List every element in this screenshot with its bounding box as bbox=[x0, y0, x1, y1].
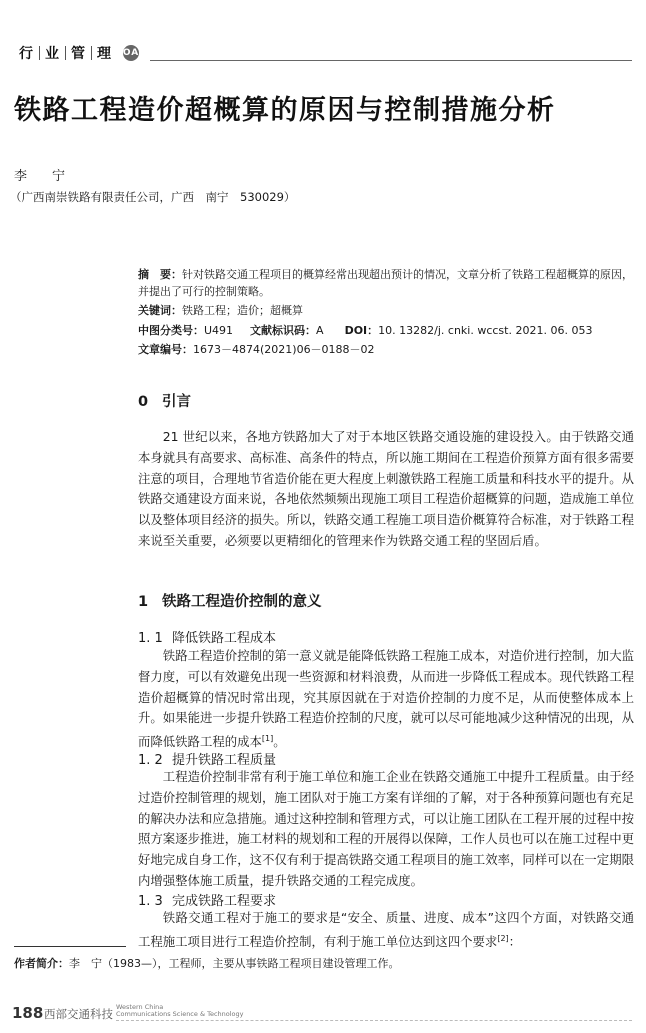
section-number: 1 bbox=[138, 594, 149, 610]
section-heading-1 bbox=[138, 590, 322, 611]
paragraph-text: 铁路交通工程对于施工的要求是“安全、质量、进度、成本”这四个方面，对铁路交通工程施工项目进行工程造价控制，有利于施工单位达到这四个要求 bbox=[138, 910, 634, 949]
subsection-number: 1. 2 bbox=[138, 753, 163, 768]
abstract-label: 摘 要： bbox=[138, 268, 182, 281]
subsection-heading-1-1 bbox=[138, 627, 276, 646]
paragraph-1-1: 铁路工程造价控制的第一意义就是能降低铁路工程施工成本，对造价进行控制，加大监督力度，可以有效避免出现一些资源和材料浪费，从而进一步降低工程成本。现代铁路工程造价超概算的情况时常出现，究其原因就在于对造价控制的力度不足，从而使整体成本上升。如果能进一步提升铁路工程造价控制的尺度，就可以尽可能地减少这种情况的出现，从而降低铁路工程的成本[1]。 bbox=[138, 648, 634, 750]
abstract-text: 针对铁路交通工程项目的概算经常出现超出预计的情况，文章分析了铁路工程超概算的原因，并提出了可行的控制策略。 bbox=[138, 268, 633, 298]
footer-rule bbox=[116, 1020, 632, 1021]
author-footnote bbox=[14, 955, 400, 971]
classification-line bbox=[138, 322, 634, 339]
section-heading-0 bbox=[138, 390, 191, 411]
author-affiliation: （广西南崇铁路有限责任公司，广西 南宁 530029） bbox=[10, 190, 296, 204]
paragraph-text: 21 世纪以来，各地方铁路加大了对于本地区铁路交通设施的建设投入。由于铁路交通本身就具有高要求、高标准、高条件的特点，所以施工期间在工程造价预算方面有很多需要注意的项目，合理地节省造价能在更大程度上刺激铁路工程施工质量和科技水平的提升。从铁路交通建设方面来说，各地依然频频出现施工项目工程造价超概算的问题，造成施工单位以及整体项目经济的损失。所以，铁路交通工程施工项目造价概算符合标准，对于铁路工程来说至关重要，必须要以更精细化的管理来作为铁路交通工程的坚固后盾。 bbox=[138, 429, 634, 548]
subsection-heading-1-2 bbox=[138, 749, 276, 768]
doc-code-value: A bbox=[316, 324, 324, 337]
subsection-title: 提升铁路工程质量 bbox=[172, 753, 277, 768]
article-title: 铁路工程造价超概算的原因与控制措施分析 bbox=[14, 95, 556, 126]
doi-value: 10. 13282/j. cnki. wccst. 2021. 06. 053 bbox=[378, 324, 593, 337]
keywords bbox=[138, 302, 634, 319]
paragraph-intro bbox=[138, 427, 634, 552]
article-number-label: 文章编号： bbox=[138, 343, 193, 356]
section-title: 铁路工程造价控制的意义 bbox=[162, 594, 322, 610]
page-number: 188 bbox=[12, 1004, 44, 1022]
section-title: 引言 bbox=[162, 394, 191, 410]
keywords-text: 铁路工程；造价；超概算 bbox=[182, 304, 303, 317]
section-number: 0 bbox=[138, 394, 149, 410]
doc-code-label: 文献标识码： bbox=[250, 324, 317, 337]
paragraph-1-3: 铁路交通工程对于施工的要求是“安全、质量、进度、成本”这四个方面，对铁路交通工程施工项目进行工程造价控制，有利于施工单位达到这四个要求[2]： bbox=[138, 910, 634, 949]
footnote-rule bbox=[14, 946, 126, 947]
paragraph-text: 工程造价控制非常有利于施工单位和施工企业在铁路交通施工中提升工程质量。由于经过造价控制管理的规划，施工团队对于施工方案有详细的了解，对于各种预算问题也有充足的解决办法和应急措施。通过这种控制和管理方式，可以让施工团队在工程开展的过程中按照方案逐步推进，施工材料的规划和工程的开展得以保障，工作人员也可以在施工过程中更好地完成自身工作，这不仅有利于提高铁路交通工程项目的施工效率，同样可以在一定期限内增强整体施工质量，提升铁路交通的工程完成度。 bbox=[138, 769, 634, 888]
abstract bbox=[138, 266, 634, 300]
paragraph-1-2 bbox=[138, 767, 634, 892]
clc-label: 中图分类号： bbox=[138, 324, 204, 337]
subsection-title: 完成铁路工程要求 bbox=[172, 894, 277, 909]
section-tag-char: 业 bbox=[45, 46, 60, 62]
citation-ref: [2] bbox=[497, 933, 509, 943]
author-name: 李 宁 bbox=[14, 169, 72, 184]
section-tag-char: 管 bbox=[71, 46, 86, 62]
footnote-text: 李 宁（1983—），工程师，主要从事铁路工程项目建设管理工作。 bbox=[69, 957, 400, 970]
section-tag bbox=[14, 43, 139, 63]
clc-value: U491 bbox=[204, 324, 234, 337]
keywords-label: 关键词： bbox=[138, 304, 182, 317]
subsection-heading-1-3 bbox=[138, 890, 276, 909]
section-tag-char: 行 bbox=[19, 46, 34, 62]
citation-ref: [1] bbox=[261, 734, 274, 744]
journal-name-english: Western China Communications Science & Technology bbox=[116, 1003, 244, 1018]
journal-name: 西部交通科技 bbox=[44, 1007, 113, 1021]
footnote-label: 作者简介： bbox=[14, 957, 69, 970]
journal-logo-icon: OA bbox=[123, 45, 139, 61]
header-rule bbox=[150, 60, 632, 61]
article-number-value: 1673－4874(2021)06－0188－02 bbox=[193, 343, 375, 356]
subsection-number: 1. 1 bbox=[138, 631, 163, 646]
subsection-number: 1. 3 bbox=[138, 894, 163, 909]
article-number-line bbox=[138, 341, 634, 358]
subsection-title: 降低铁路工程成本 bbox=[172, 631, 277, 646]
doi-label: DOI： bbox=[344, 324, 379, 337]
section-tag-char: 理 bbox=[97, 46, 112, 62]
paragraph-text: 铁路工程造价控制的第一意义就是能降低铁路工程施工成本，对造价进行控制，加大监督力度，可以有效避免出现一些资源和材料浪费，从而进一步降低工程成本。现代铁路工程造价超概算的情况时常出现，究其原因就在于对造价控制的力度不足，从而使整体成本上升。如果能进一步提升铁路工程造价控制的尺度，就可以尽可能地减少这种情况的出现，从而降低铁路工程的成本 bbox=[138, 648, 634, 750]
